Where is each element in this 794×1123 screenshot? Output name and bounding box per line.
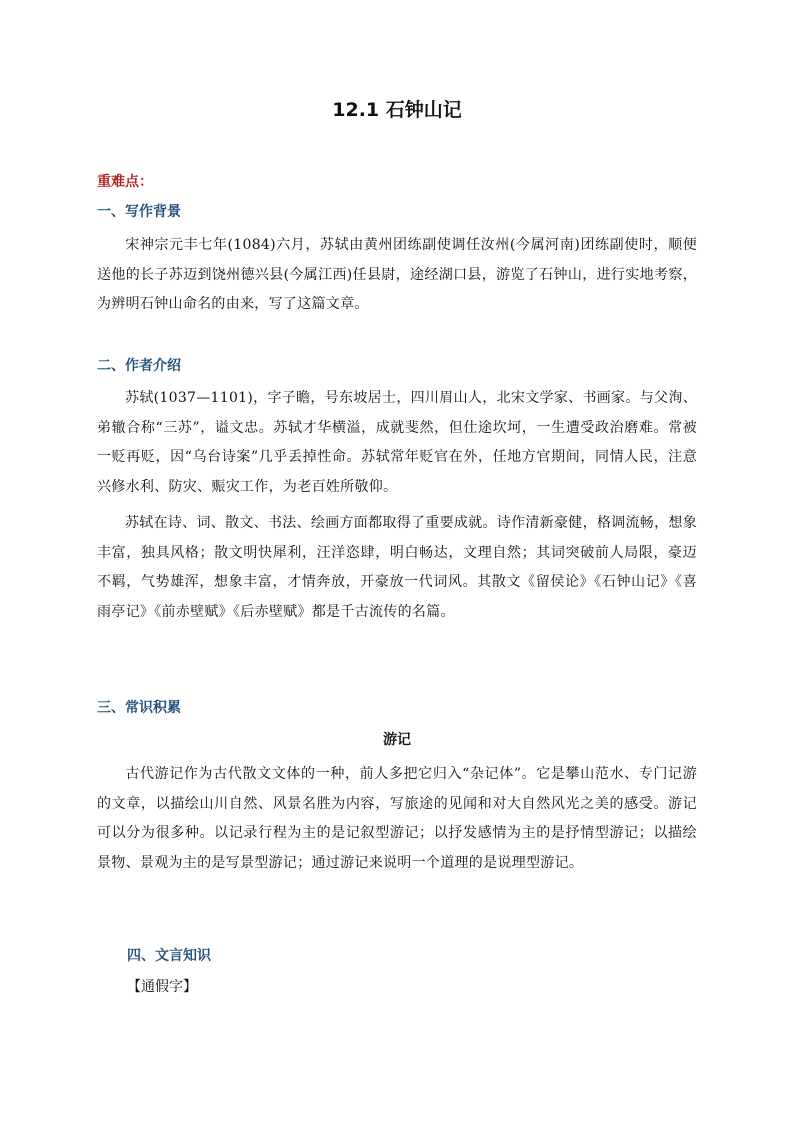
section-heading-author: 二、作者介绍: [97, 358, 181, 374]
page-title: 12.1 石钟山记: [332, 99, 462, 121]
knowledge-paragraph: [97, 760, 697, 878]
knowledge-text: 古代游记作为古代散文文体的一种，前人多把它归入“杂记体”。它是攀山范水、专门记游的文章，以描绘山川自然、风景名胜为内容，写旅途的见闻和对大自然风光之美的感受。游记可以分为很多种。以记录行程为主的是记叙型游记；以抒发感情为主的是抒情型游记；以描绘景物、景观为主的是写景型游记；通过游记来说明一个道理的是说理型游记。: [97, 766, 697, 871]
youji-subtitle: 游记: [383, 732, 411, 748]
author-text-1: 苏轼(1037—1101)，字子瞻，号东坡居士，四川眉山人，北宋文学家、书画家。与父洵、弟辙合称“三苏”，谥文忠。苏轼才华横溢，成就斐然，但仕途坎坷，一生遭受政治磨难。常被一贬再贬，因“乌台诗案”几乎丢掉性命。苏轼常年贬官在外，任地方官期间，同情人民，注意兴修水利、防灾、赈灾工作，为老百姓所敬仰。: [97, 390, 697, 495]
section-heading-background: 一、写作背景: [97, 204, 181, 220]
tongjiazi-label: 【通假字】: [127, 979, 197, 995]
background-paragraph: [97, 231, 697, 320]
author-text-2: 苏轼在诗、词、散文、书法、绘画方面都取得了重要成就。诗作清新豪健，格调流畅，想象丰富，独具风格；散文明快犀利，汪洋恣肆，明白畅达，文理自然；其词突破前人局限，豪迈不羁，气势雄浑，想象丰富，才情奔放，开豪放一代词风。其散文《留侯论》《石钟山记》《喜雨亭记》《前赤壁赋》《后赤壁赋》都是千古流传的名篇。: [97, 515, 697, 620]
author-paragraph-2: [97, 509, 697, 627]
section-heading-classical: 四、文言知识: [127, 948, 211, 964]
key-points-label: 重难点：: [97, 174, 153, 190]
background-text: 宋神宗元丰七年(1084)六月，苏轼由黄州团练副使调任汝州(今属河南)团练副使时，顺便送他的长子苏迈到饶州德兴县(今属江西)任县尉，途经湖口县，游览了石钟山，进行实地考察，为辨明石钟山命名的由来，写了这篇文章。: [97, 237, 697, 312]
author-paragraph-1: [97, 384, 697, 502]
section-heading-knowledge: 三、常识积累: [97, 700, 181, 716]
